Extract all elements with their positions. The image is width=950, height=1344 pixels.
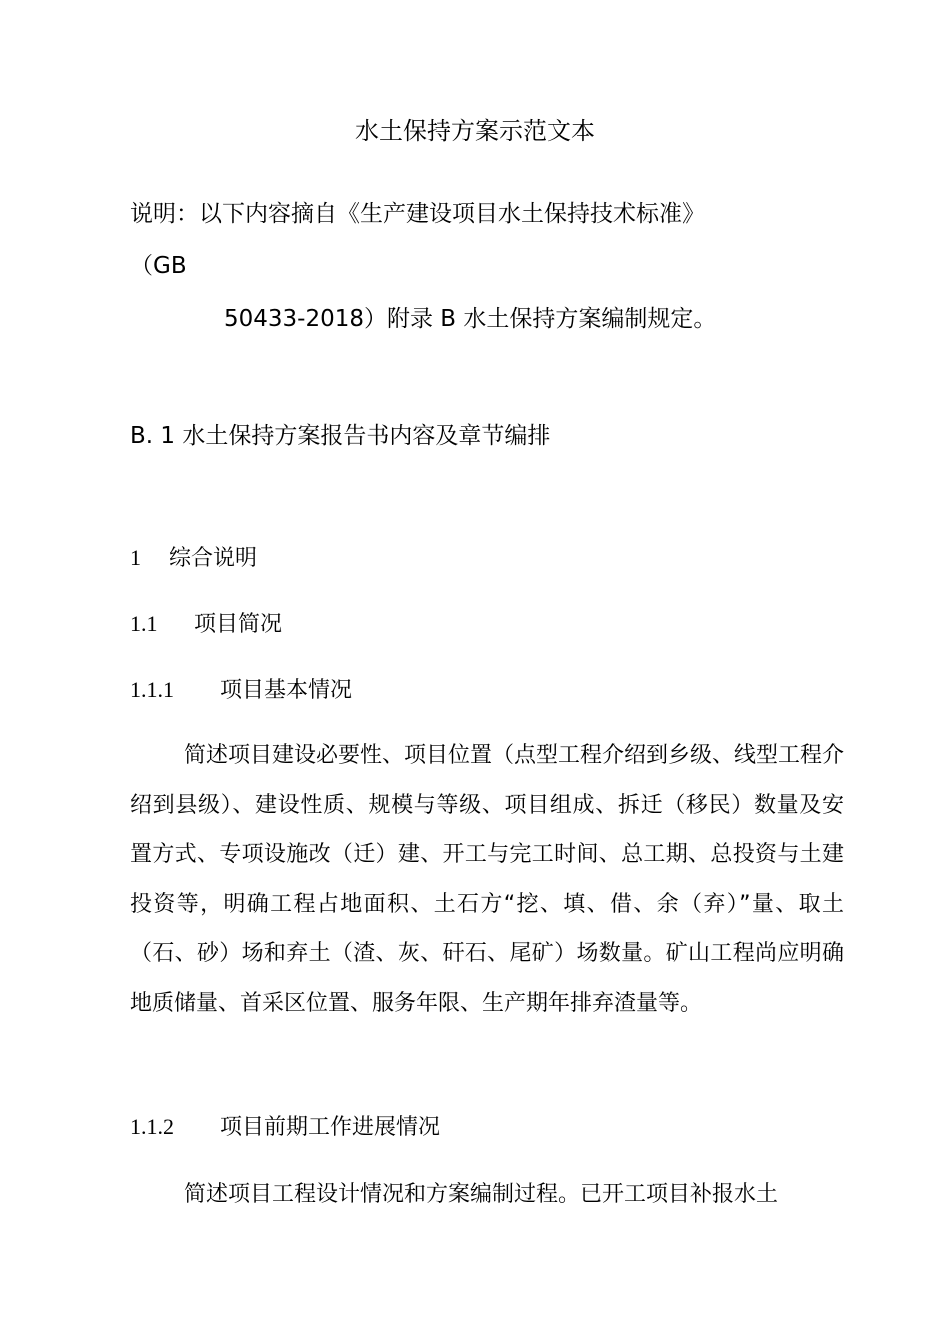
section-heading-b1: B. 1 水土保持方案报告书内容及章节编排 bbox=[130, 423, 551, 449]
heading-number: 1.1.1 bbox=[130, 677, 174, 702]
heading-text: 项目基本情况 bbox=[220, 678, 353, 703]
heading-1-1 bbox=[130, 611, 282, 638]
heading-number: 1.1 bbox=[130, 611, 158, 636]
heading-1 bbox=[130, 545, 257, 572]
note-line-1: 说明：以下内容摘自《生产建设项目水土保持技术标准》 bbox=[130, 201, 705, 227]
note-line-2: （GB bbox=[130, 253, 187, 279]
document-title: 水土保持方案示范文本 bbox=[355, 117, 595, 145]
heading-1-1-2 bbox=[130, 1114, 440, 1141]
paragraph-project-basic-info: 简述项目建设必要性、项目位置（点型工程介绍到乡级、线型工程介绍到县级）、建设性质、规模与等级、项目组成、拆迁（移民）数量及安置方式、专项设施改（迁）建、开工与完工时间、总工期、总投资与土建投资等，明确工程占地面积、土石方“挖、填、借、余（弃）”量、取土（石、砂）场和弃土（渣、灰、矸石、尾矿）场数量。矿山工程尚应明确地质储量、首采区位置、服务年限、生产期年排弃渣量等。 bbox=[130, 743, 845, 1016]
heading-number: 1 bbox=[130, 545, 141, 570]
paragraph-preliminary-work: 简述项目工程设计情况和方案编制过程。已开工项目补报水土 bbox=[184, 1182, 779, 1207]
heading-number: 1.1.2 bbox=[130, 1114, 174, 1139]
note-line-3: 50433-2018）附录 B 水土保持方案编制规定。 bbox=[224, 306, 717, 332]
heading-text: 项目前期工作进展情况 bbox=[220, 1115, 441, 1140]
heading-text: 综合说明 bbox=[169, 546, 258, 571]
heading-1-1-1 bbox=[130, 677, 352, 704]
heading-text: 项目简况 bbox=[194, 612, 283, 637]
